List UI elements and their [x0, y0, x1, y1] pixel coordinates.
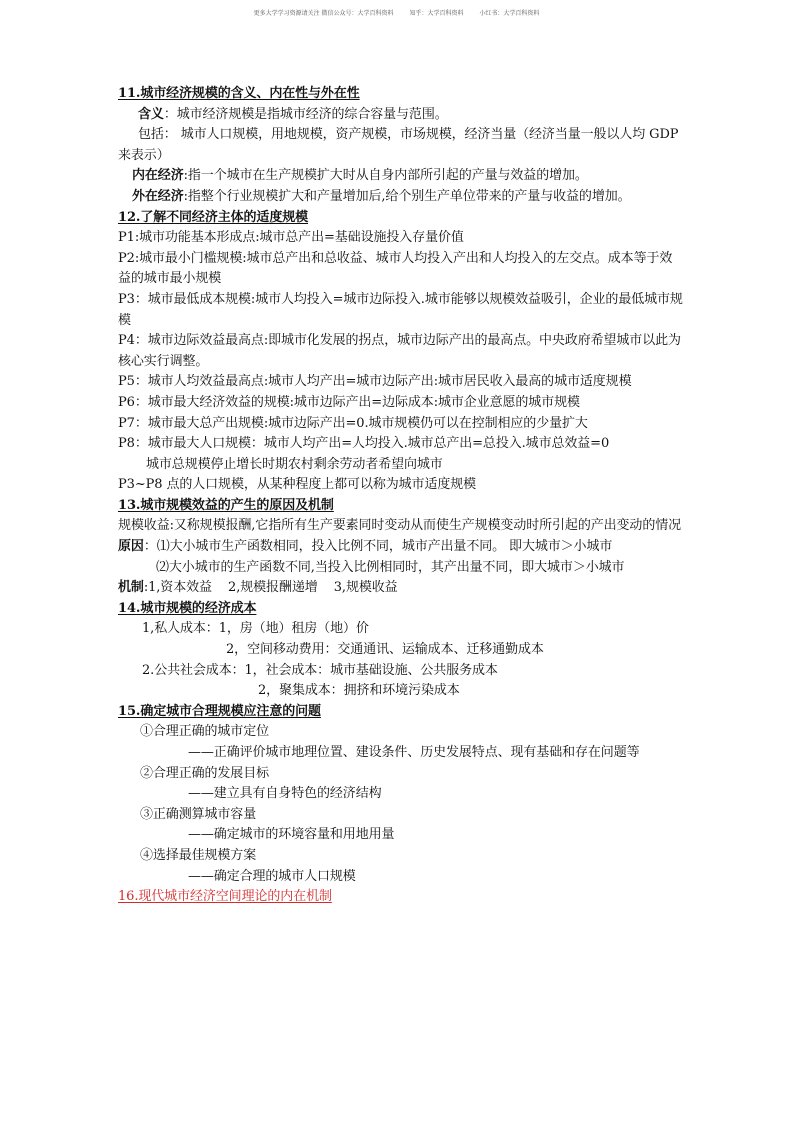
s12-point: P2:城市最小门槛规模:城市总产出和总收益、城市人均投入产出和人均投入的左交点。成本等于效益的城市最小规模 [118, 250, 673, 287]
page-header [0, 8, 793, 17]
s15-item-head: ④选择最佳规模方案 [140, 847, 257, 863]
s12-point: P7：城市最大总产出规模:城市边际产出=0.城市规模仍可以在控制相应的少量扩大 [118, 415, 588, 431]
s14-public-cost-1: 2.公共社会成本：1，社会成本：城市基础设施、公共服务成本 [142, 662, 498, 678]
section-11-title: 11.城市经济规模的含义、内在性与外在性 [118, 86, 360, 101]
s13-mechanism-text: :1,资本效益 2,规模报酬递增 3,规模收益 [143, 580, 398, 596]
s15-item-detail: ——确定城市的环境容量和用地用量 [188, 827, 395, 843]
s15-item-detail: ——建立具有自身特色的经济结构 [188, 786, 382, 802]
header-note-zhihu: 知乎：大学百科资料 [409, 10, 464, 17]
s13-mechanism-label: 机制 [118, 580, 144, 596]
s15-item-head: ①合理正确的城市定位 [140, 724, 270, 740]
s11-definition [118, 105, 684, 126]
s11-external-text: :指整个行业规模扩大和产量增加后,给个别生产单位带来的产量与收益的增加。 [183, 188, 631, 204]
document-body [118, 84, 684, 908]
s12-point: P6：城市最大经济效益的规模:城市边际产出=边际成本:城市企业意愿的城市规模 [118, 394, 580, 410]
s13-mechanism [118, 578, 684, 599]
s12-point: P8：城市最大人口规模：城市人均产出=人均投入.城市总产出=总投入.城市总效益=0 [118, 436, 610, 452]
section-14-title: 14.城市规模的经济成本 [118, 600, 257, 616]
s11-external-economy [118, 187, 684, 208]
s13-definition: 规模收益:又称规模报酬,它指所有生产要素同时变动从而使生产规模变动时所引起的产出变动的情况 [118, 518, 682, 534]
s14-public-cost-2: 2，聚集成本：拥挤和环境污染成本 [258, 683, 460, 699]
s12-point: P3：城市最低成本规模:城市人均投入=城市边际投入.城市能够以规模效益吸引，企业的最低城市规模 [118, 291, 683, 328]
s11-internal-economy [118, 166, 684, 187]
header-note-xiaohongshu: 小红书：大学百科资料 [479, 10, 540, 17]
s11-internal-text: :指一个城市在生产规模扩大时从自身内部所引起的产量与效益的增加。 [183, 168, 588, 184]
s11-external-label: 外在经济 [132, 188, 184, 204]
s11-includes: 包括： 城市人口规模，用地规模，资产规模，市场规模，经济当量（经济当量一般以人均 GDP 来表示） [118, 127, 679, 163]
s15-item-detail: ——正确评价城市地理位置、建设条件、历史发展特点、现有基础和存在问题等 [188, 745, 640, 760]
s15-item-detail: ——确定合理的城市人口规模 [188, 868, 356, 884]
section-13-title: 13.城市规模效益的产生的原因及机制 [118, 497, 334, 513]
s12-point: P4：城市边际效益最高点:即城市化发展的拐点，城市边际产出的最高点。中央政府希望城市以此为核心实行调整。 [118, 333, 681, 369]
s14-private-cost-2: 2，空间移动费用：交通通讯、运输成本、迁移通勤成本 [226, 642, 544, 658]
s15-item-head: ②合理正确的发展目标 [140, 765, 270, 781]
s12-summary: P3~P8 点的人口规模，从某种程度上都可以称为城市适度规模 [118, 477, 477, 493]
s11-internal-label: 内在经济 [132, 168, 184, 184]
s13-reason-2: ⑵大小城市的生产函数不同,当投入比例相同时，其产出量不同，即大城市＞小城市 [156, 559, 625, 575]
s12-p8-note: 城市总规模停止增长时期农村剩余劳动者希望向城市 [146, 456, 443, 472]
section-12-title: 12.了解不同经济主体的适度规模 [118, 209, 309, 225]
s15-item-head: ③正确测算城市容量 [140, 806, 257, 822]
s11-definition-text: ：城市经济规模是指城市经济的综合容量与范围。 [163, 106, 448, 122]
section-16-title: 16.现代城市经济空间理论的内在机制 [118, 889, 332, 905]
s12-point: P1:城市功能基本形成点:城市总产出=基础设施投入存量价值 [118, 230, 464, 246]
header-note-wechat: 更多大学学习资源请关注 微信公众号：大学百科资料 [253, 10, 394, 17]
section-15-title: 15.确定城市合理规模应注意的问题 [118, 703, 321, 719]
s11-definition-label: 含义 [138, 106, 164, 122]
s13-reason-1 [118, 537, 684, 558]
s13-reason-1-text: ：⑴大小城市生产函数相同，投入比例不同，城市产出量不同。 即大城市＞小城市 [143, 539, 613, 555]
s13-reason-label: 原因 [118, 539, 144, 555]
s12-point: P5：城市人均效益最高点:城市人均产出=城市边际产出:城市居民收入最高的城市适度规模 [118, 374, 632, 390]
s14-private-cost-1: 1,私人成本：1，房（地）租房（地）价 [142, 621, 369, 637]
